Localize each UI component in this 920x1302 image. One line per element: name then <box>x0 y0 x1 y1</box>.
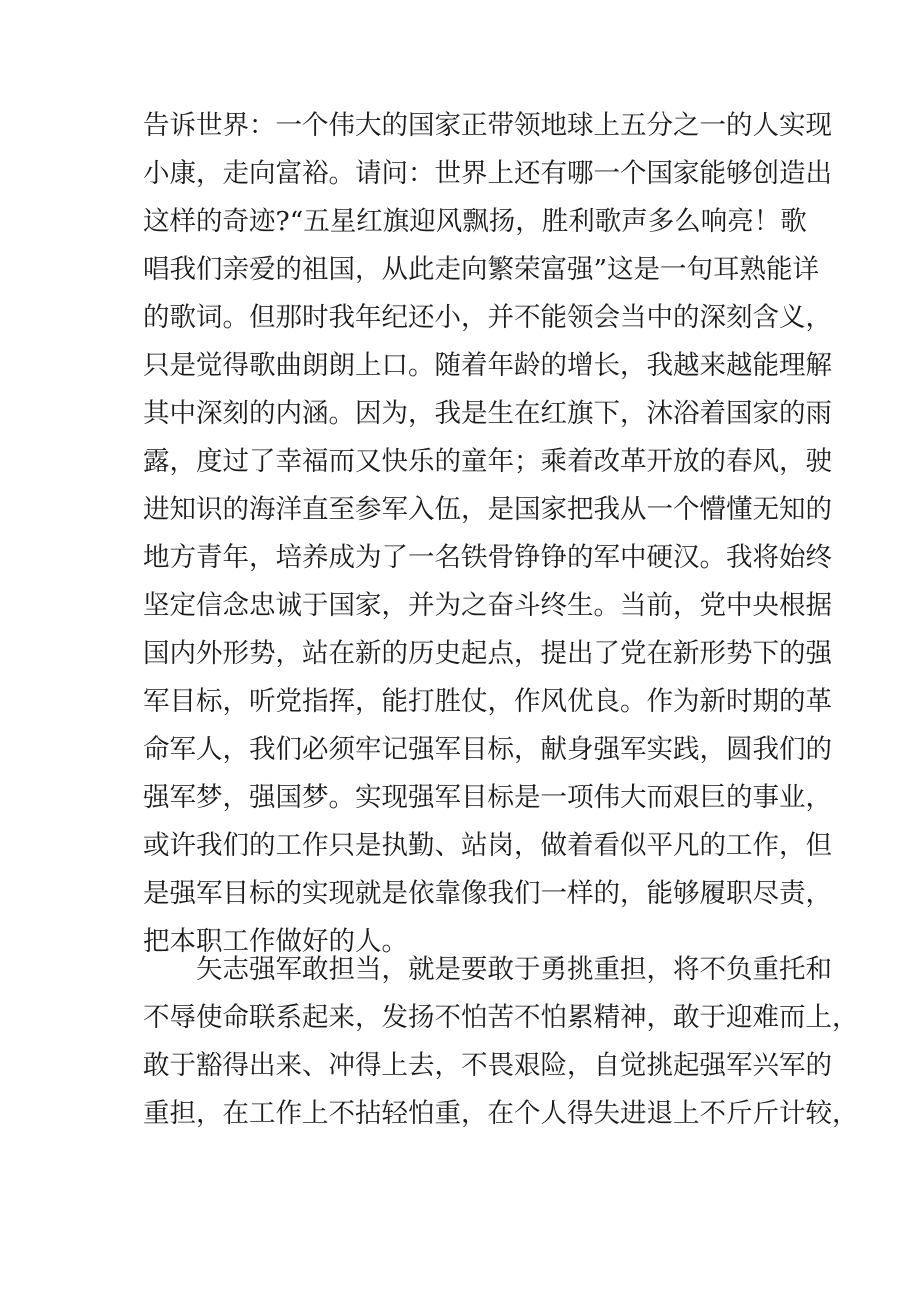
text-line: 的歌词。但那时我年纪还小，并不能领会当中的深刻含义， <box>143 302 832 333</box>
text-line: 露，度过了幸福而又快乐的童年；乘着改革开放的春风，驶 <box>143 446 832 477</box>
text-line: 不辱使命联系起来，发扬不怕苦不怕累精神，敢于迎难而上， <box>143 1002 859 1033</box>
text-line: 军目标，听党指挥，能打胜仗，作风优良。作为新时期的革 <box>143 686 832 717</box>
text-line-indented: 矢志强军敢担当，就是要敢于勇挑重担，将不负重托和 <box>196 954 832 985</box>
text-line: 命军人，我们必须牢记强军目标，献身强军实践，圆我们的 <box>143 734 832 765</box>
text-line: 地方青年，培养成为了一名铁骨铮铮的军中硬汉。我将始终 <box>143 542 832 573</box>
text-line: 其中深刻的内涵。因为，我是生在红旗下，沐浴着国家的雨 <box>143 398 832 429</box>
text-line: 敢于豁得出来、冲得上去，不畏艰险，自觉挑起强军兴军的 <box>143 1050 832 1081</box>
text-line: 唱我们亲爱的祖国，从此走向繁荣富强”这是一句耳熟能详 <box>143 254 820 285</box>
text-line: 这样的奇迹?“五星红旗迎风飘扬，胜利歌声多么响亮！歌 <box>143 206 807 237</box>
text-line: 国内外形势，站在新的历史起点，提出了党在新形势下的强 <box>143 638 832 669</box>
text-line: 只是觉得歌曲朗朗上口。随着年龄的增长，我越来越能理解 <box>143 350 832 381</box>
text-line: 小康，走向富裕。请问：世界上还有哪一个国家能够创造出 <box>143 158 832 189</box>
text-line: 把本职工作做好的人。 <box>143 926 408 957</box>
paragraph-1 <box>143 102 832 966</box>
text-line: 坚定信念忠诚于国家，并为之奋斗终生。当前，党中央根据 <box>143 590 832 621</box>
text-line: 告诉世界：一个伟大的国家正带领地球上五分之一的人实现 <box>143 110 832 141</box>
text-line: 重担，在工作上不拈轻怕重，在个人得失进退上不斤斤计较， <box>143 1098 859 1129</box>
paragraph-2 <box>143 946 859 1138</box>
text-line: 是强军目标的实现就是依靠像我们一样的，能够履职尽责， <box>143 878 832 909</box>
text-line: 进知识的海洋直至参军入伍，是国家把我从一个懵懂无知的 <box>143 494 832 525</box>
text-line: 或许我们的工作只是执勤、站岗，做着看似平凡的工作，但 <box>143 830 832 861</box>
text-line: 强军梦，强国梦。实现强军目标是一项伟大而艰巨的事业， <box>143 782 832 813</box>
